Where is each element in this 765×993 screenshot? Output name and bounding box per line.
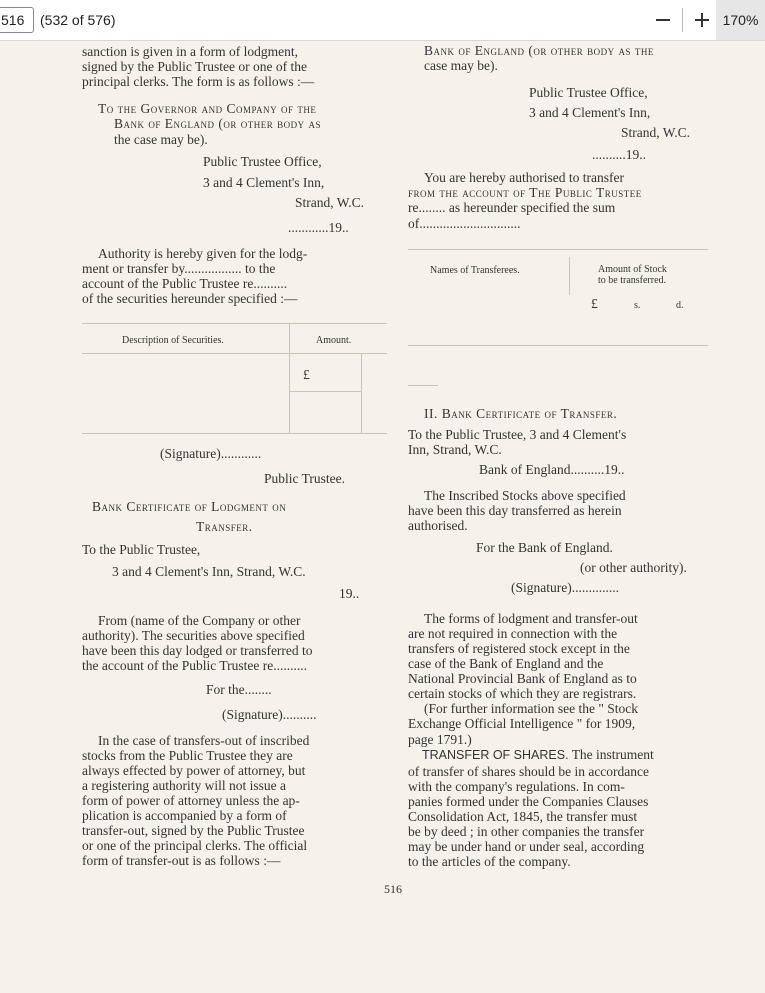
right-forms-line-6: certain stocks of which they are registrars. (408, 686, 637, 701)
right-authorised-line-2: from the account of The Public Trustee (408, 185, 642, 200)
right-date-line: ..........19.. (592, 147, 646, 162)
right-authorised-line-4: of.............................. (408, 216, 521, 231)
right-forms-line-7: (For further information see the " Stock (424, 701, 638, 716)
left-signature-2: (Signature).......... (222, 707, 317, 722)
left-signatory: Public Trustee. (264, 471, 346, 486)
right-table-divider (569, 257, 570, 295)
left-final-line-1: In the case of transfers-out of inscribed (98, 733, 310, 748)
zoom-in-button[interactable] (692, 10, 712, 30)
document-page (0, 41, 765, 993)
left-office-line-2: 3 and 4 Clement's Inn, (203, 175, 325, 190)
right-shares-line-5: Consolidation Act, 1845, the transfer must (408, 809, 638, 824)
left-from-line-3: have been this day lodged or transferred to (82, 643, 313, 658)
left-table-header-description: Description of Securities. (122, 335, 224, 346)
zoom-out-button[interactable] (653, 10, 673, 30)
left-cert-to-1: To the Public Trustee, (82, 542, 201, 557)
page-number-input[interactable]: 516 (0, 7, 34, 33)
left-final-line-5: form of power of attorney unless the ap- (82, 793, 300, 808)
right-shares-line-2: of transfer of shares should be in accordance (408, 764, 650, 779)
left-table-top-rule (82, 323, 387, 324)
right-shares-line-8: to the articles of the company. (408, 854, 571, 869)
left-final-line-2: stocks from the Public Trustee they are (82, 748, 293, 763)
left-signature-line: (Signature)............ (160, 446, 262, 461)
right-office-line-1: Public Trustee Office, (529, 85, 648, 100)
left-final-line-8: or one of the principal clerks. The official (82, 838, 308, 853)
right-forms-line-2: are not required in connection with the (408, 626, 618, 641)
right-forms-line-8: Exchange Official Intelligence " for 1909, (408, 716, 636, 731)
left-cert-heading-1: Bank Certificate of Lodgment on (92, 499, 287, 514)
right-top-line-2: case may be). (424, 58, 498, 73)
left-table-header-amount: Amount. (316, 335, 352, 346)
right-table-header-names: Names of Transferees. (430, 265, 520, 276)
right-table-unit-pence: d. (676, 300, 684, 311)
left-table-amount-rule (290, 391, 362, 392)
right-office-line-2: 3 and 4 Clement's Inn, (529, 105, 651, 120)
right-bank-date: Bank of England..........19.. (479, 462, 625, 477)
left-address-line-1: To the Governor and Company of the (98, 101, 317, 116)
left-office-line-3: Strand, W.C. (295, 195, 365, 210)
right-forms-line-4: case of the Bank of England and the (408, 656, 604, 671)
right-to-line-1: To the Public Trustee, 3 and 4 Clement's (408, 427, 627, 442)
right-shares-line-7: may be under hand or under seal, according (408, 839, 645, 854)
right-shares-line-4: panies formed under the Companies Clauses (408, 794, 649, 809)
right-table-rule-3 (408, 385, 438, 386)
left-final-line-3: always effected by power of attorney, but (82, 763, 306, 778)
left-from-line-4: the account of the Public Trustee re.......... (82, 658, 307, 673)
right-shares-heading: TRANSFER OF SHARES. (422, 748, 569, 762)
left-intro-line-3: principal clerks. The form is as follows :— (82, 74, 315, 89)
left-address-line-3: the case may be). (114, 132, 208, 147)
right-for-bank: For the Bank of England. (476, 540, 613, 555)
left-table-currency: £ (303, 367, 310, 382)
right-forms-line-9: page 1791.) (408, 732, 472, 747)
right-inscribed-line-3: authorised. (408, 518, 468, 533)
left-cert-to-2: 3 and 4 Clement's Inn, Strand, W.C. (112, 564, 306, 579)
right-to-line-2: Inn, Strand, W.C. (408, 442, 502, 457)
left-address-line-2 (114, 116, 321, 132)
left-date-line: ............19.. (288, 220, 349, 235)
right-shares-line-1 (422, 747, 654, 764)
left-authority-line-4: of the securities hereunder specified :— (82, 291, 298, 306)
right-other-authority: (or other authority). (580, 560, 687, 575)
right-authorised-line-1: You are hereby authorised to transfer (424, 170, 624, 185)
right-inscribed-line-2: have been this day transferred as herein (408, 503, 622, 518)
right-forms-line-3: transfers of registered stock except in the (408, 641, 630, 656)
right-authorised-line-3: re........ as hereunder specified the sum (408, 200, 616, 215)
right-signature: (Signature).............. (511, 580, 619, 595)
left-for-the: For the........ (206, 682, 272, 697)
left-authority-line-3: account of the Public Trustee re.......... (82, 276, 288, 291)
left-authority-line-1: Authority is hereby given for the lodg- (98, 246, 308, 261)
left-table-amount-divider (361, 353, 362, 433)
left-from-line-1: From (name of the Company or other (98, 613, 301, 628)
right-forms-line-1: The forms of lodgment and transfer-out (424, 611, 638, 626)
zoom-level-button[interactable]: 170% (716, 0, 765, 40)
right-inscribed-line-1: The Inscribed Stocks above specified (424, 488, 626, 503)
left-final-line-9: form of transfer-out is as follows :— (82, 853, 281, 868)
right-table-header-amount-2: to be transferred. (598, 275, 667, 286)
right-table-top-rule (408, 249, 708, 250)
right-table-rule-2 (408, 345, 708, 346)
right-table-unit-pounds: £ (591, 296, 598, 311)
page-count-label: (532 of 576) (40, 12, 116, 28)
left-authority-line-2: ment or transfer by................. to the (82, 261, 276, 276)
right-shares-line-6: be by deed ; in other companies the transfer (408, 824, 645, 839)
viewer-toolbar (0, 0, 765, 41)
left-final-line-6: plication is accompanied by a form of (82, 808, 287, 823)
left-intro-line-1: sanction is given in a form of lodgment, (82, 44, 298, 59)
left-table-bottom-rule (82, 433, 387, 434)
left-table-divider (289, 323, 290, 433)
left-table-header-rule (82, 353, 387, 354)
right-office-line-3: Strand, W.C. (621, 125, 691, 140)
footer-page-number: 516 (384, 882, 402, 896)
left-cert-date: 19.. (339, 586, 360, 601)
left-intro-line-2: signed by the Public Trustee or one of the (82, 59, 307, 74)
right-top-line-1: Bank of England (or other body as the (424, 43, 654, 58)
left-office-line-1: Public Trustee Office, (203, 154, 322, 169)
left-final-line-4: a registering authority will not issue a (82, 778, 286, 793)
toolbar-divider (682, 8, 683, 32)
right-section-heading: II. Bank Certificate of Transfer. (424, 406, 618, 421)
right-table-unit-shillings: s. (634, 300, 641, 311)
right-forms-line-5: National Provincial Bank of England as to (408, 671, 637, 686)
right-shares-line-1-text: The instrument (571, 747, 654, 762)
right-shares-line-3: with the company's regulations. In com- (408, 779, 625, 794)
left-cert-heading-2: Transfer. (196, 519, 253, 534)
left-final-line-7: transfer-out, signed by the Public Trustee (82, 823, 305, 838)
left-address-line-2-text: Bank of England (or other body as (114, 116, 322, 131)
left-from-line-2: authority). The securities above specified (82, 628, 305, 643)
right-table-header-amount-1: Amount of Stock (598, 264, 667, 275)
